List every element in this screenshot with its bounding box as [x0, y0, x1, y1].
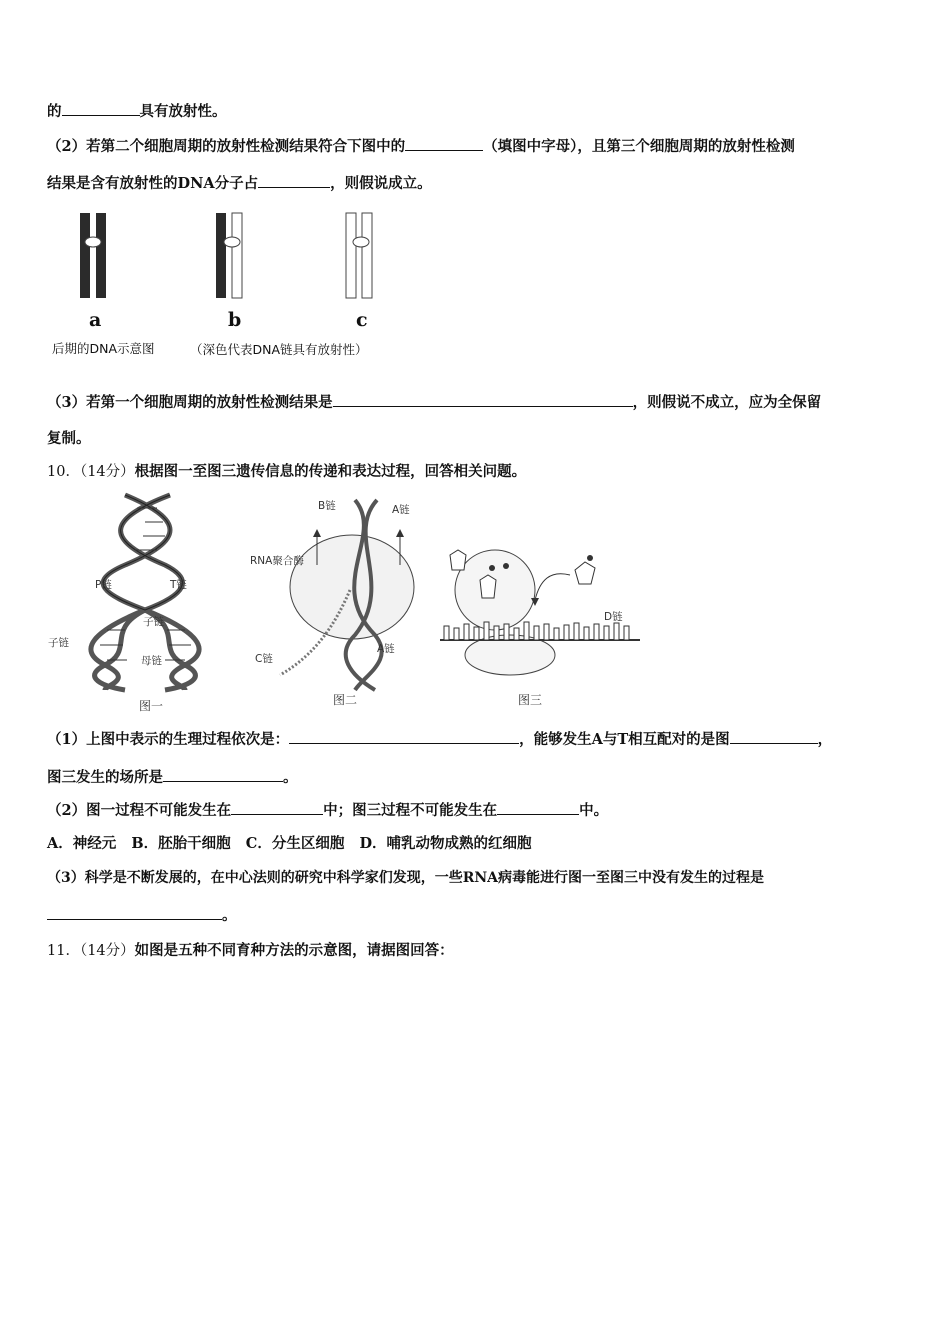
- fig1-daughter-chain-label: 子链: [143, 616, 164, 628]
- q9-line5: 复制。: [47, 430, 91, 447]
- q10-sub2-pre: （2）图一过程不可能发生在: [47, 802, 232, 819]
- fig1-p-chain-label: P链: [95, 579, 112, 591]
- dna-diagram-c: [346, 213, 372, 298]
- figure-2-caption: 图二: [333, 693, 358, 707]
- fig3-d-chain-label: D链: [604, 611, 623, 623]
- figure-label-a: a: [89, 309, 102, 331]
- q9-line1-pre: 的: [47, 103, 62, 120]
- q11-header: [47, 941, 454, 961]
- q9-line2-pre: （2）若第二个细胞周期的放射性检测结果符合下图中的: [47, 138, 406, 155]
- q10-sub3b-post: 。: [222, 907, 237, 924]
- answer-blank-7[interactable]: [163, 767, 283, 782]
- q9-line1-post: 具有放射性。: [139, 103, 227, 120]
- q9-line4-pre: （3）若第一个细胞周期的放射性检测结果是: [47, 394, 333, 411]
- fig1-mother-chain-label: 母链: [141, 655, 162, 667]
- answer-blank-4[interactable]: [333, 392, 633, 407]
- fig2-c-chain-label: C链: [255, 653, 273, 665]
- figure-3-caption: 图三: [518, 693, 543, 707]
- q9-line1: [47, 101, 227, 122]
- q11-number: 11．（14分）: [47, 943, 135, 959]
- q9-line3-post: ，则假说成立。: [330, 175, 432, 192]
- q9-line2-post: （填图中字母），且第三个细胞周期的放射性检测: [483, 138, 795, 155]
- q9-line4-post: ，则假说不成立，应为全保留: [632, 394, 822, 411]
- q11-text: 如图是五种不同育种方法的示意图，请据图回答：: [134, 942, 454, 959]
- fig2-b-chain-label: B链: [318, 500, 336, 512]
- figure-caption-left: 后期的DNA示意图: [52, 341, 155, 356]
- fig1-daughter-chain-label-2: 子链: [48, 637, 69, 649]
- q10-sub1-post: ，: [817, 731, 833, 748]
- q10-header: [47, 462, 526, 482]
- fig2-a-chain-label-2: A链: [377, 643, 395, 655]
- q10-sub1b-post: 。: [283, 769, 298, 786]
- answer-blank-1[interactable]: [62, 101, 140, 116]
- q9-line2: [47, 136, 795, 157]
- answer-blank-6[interactable]: [730, 729, 818, 744]
- answer-blank-3[interactable]: [258, 173, 330, 188]
- figure-1-caption: 图一: [139, 699, 164, 713]
- dna-diagram-a: [80, 213, 106, 298]
- q10-sub3b: [47, 905, 237, 926]
- q10-sub2: [47, 800, 608, 821]
- fig1-t-chain-label: T链: [170, 579, 187, 591]
- q10-sub2-mid: 中；图三过程不可能发生在: [323, 802, 498, 819]
- q9-line3: [47, 173, 432, 194]
- figure-label-b: b: [228, 309, 242, 331]
- q10-number: 10．（14分）: [47, 464, 135, 480]
- figure-caption-right: （深色代表DNA链具有放射性）: [190, 342, 368, 357]
- answer-blank-5[interactable]: [289, 729, 519, 744]
- q10-sub2-post: 中。: [579, 802, 609, 819]
- answer-blank-10[interactable]: [47, 905, 222, 920]
- q10-text: 根据图一至图三遗传信息的传递和表达过程，回答相关问题。: [134, 463, 527, 480]
- figure-1-replication: [45, 490, 245, 705]
- answer-blank-9[interactable]: [497, 800, 579, 815]
- fig2-rna-polymerase-label: RNA聚合酶: [250, 555, 304, 567]
- q10-sub1b: [47, 767, 298, 788]
- q10-sub1: [47, 729, 832, 750]
- answer-blank-8[interactable]: [231, 800, 323, 815]
- q9-line3-pre: 结果是含有放射性的DNA分子占: [47, 175, 259, 192]
- q10-sub3: （3）科学是不断发展的，在中心法则的研究中科学家们发现，一些RNA病毒能进行图一至图三中没有发生的过程是: [47, 870, 765, 886]
- figure-label-c: c: [356, 309, 368, 331]
- q10-sub1-pre: （1）上图中表示的生理过程依次是：: [47, 731, 290, 748]
- q10-options: A．神经元 B．胚胎干细胞 C．分生区细胞 D．哺乳动物成熟的红细胞: [47, 835, 532, 852]
- figure-2-transcription: [255, 495, 435, 695]
- dna-diagram-b: [216, 213, 242, 298]
- q10-sub1b-pre: 图三发生的场所是: [47, 769, 163, 786]
- answer-blank-2[interactable]: [405, 136, 483, 151]
- q10-sub1-mid: ，能够发生A与T相互配对的是图: [519, 731, 730, 748]
- q9-line4: [47, 392, 821, 413]
- fig2-a-chain-label: A链: [392, 504, 410, 516]
